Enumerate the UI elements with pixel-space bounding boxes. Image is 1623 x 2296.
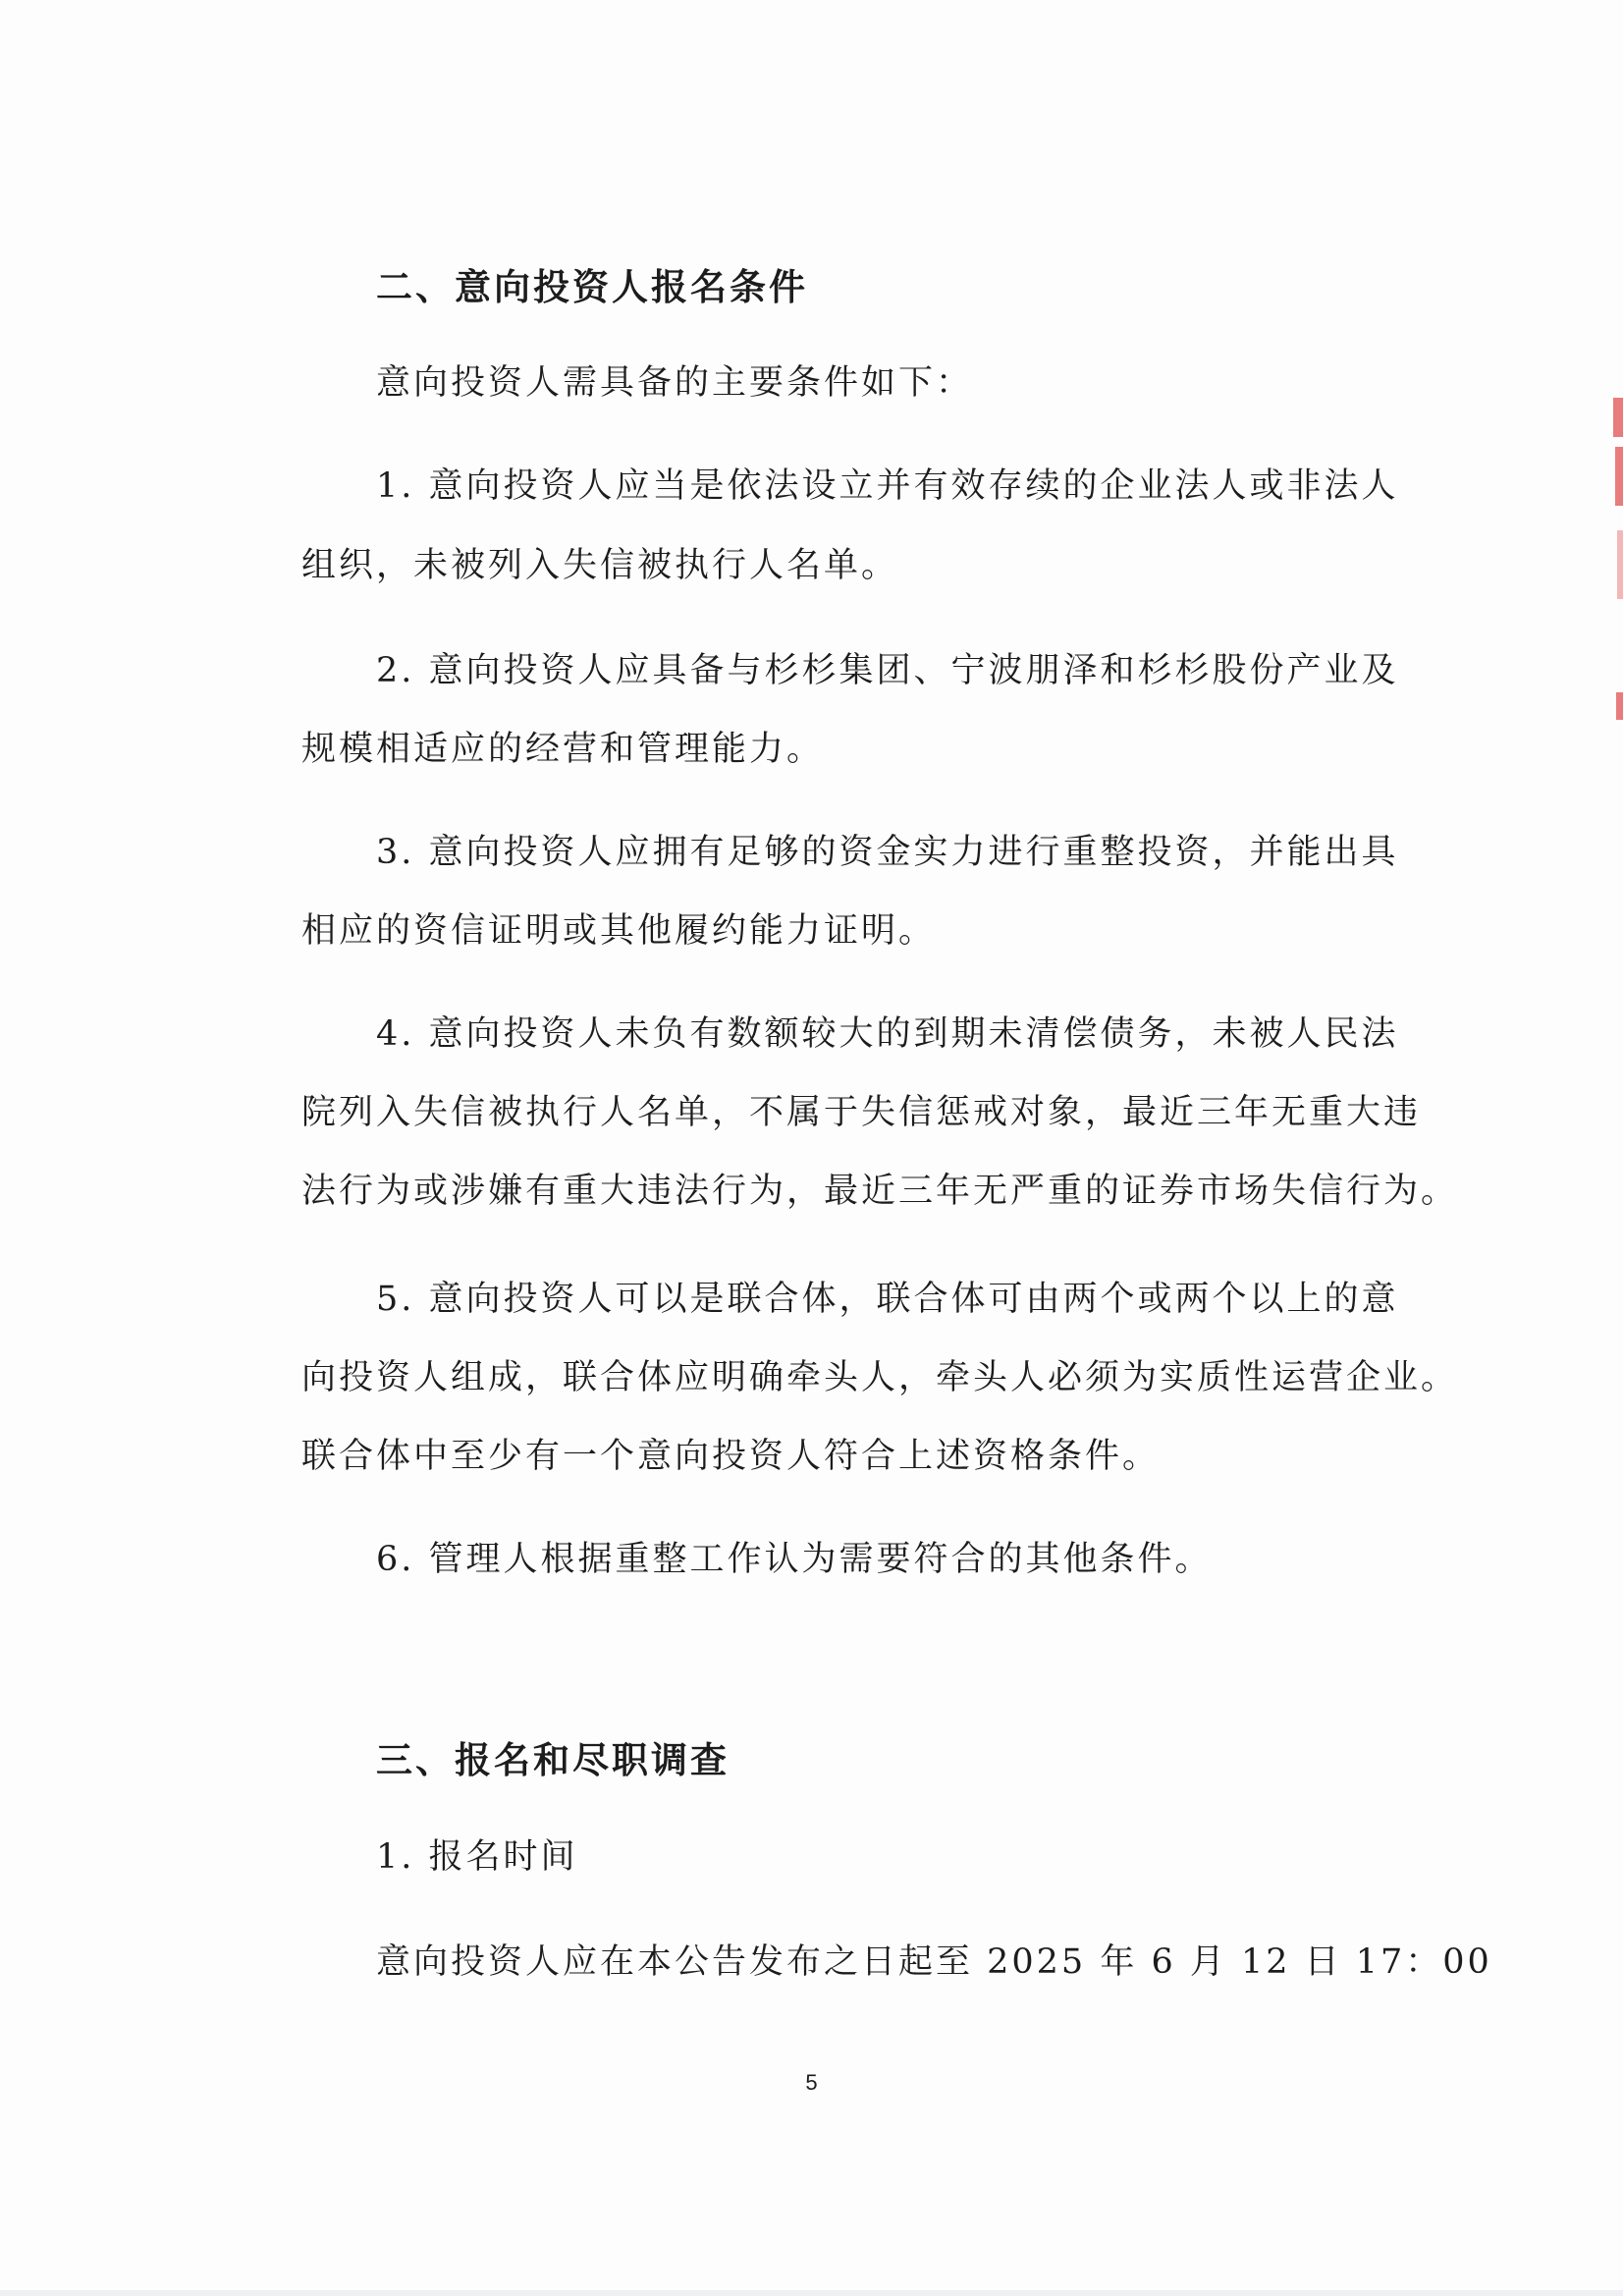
item-5-line-1: 5. 意向投资人可以是联合体，联合体可由两个或两个以上的意	[376, 1280, 1399, 1319]
section-2-heading: 二、意向投资人报名条件	[376, 265, 808, 308]
section-3-sub-1-text: 意向投资人应在本公告发布之日起至 2025 年 6 月 12 日 17：00	[376, 1942, 1492, 1982]
page-number: 5	[805, 2070, 818, 2095]
item-1-line-2: 组织，未被列入失信被执行人名单。	[301, 546, 899, 585]
seal-fragment	[1613, 398, 1623, 437]
item-5-line-3: 联合体中至少有一个意向投资人符合上述资格条件。	[301, 1437, 1161, 1476]
item-4-line-1: 4. 意向投资人未负有数额较大的到期未清偿债务，未被人民法	[376, 1014, 1399, 1054]
item-2-line-2: 规模相适应的经营和管理能力。	[301, 730, 825, 769]
item-3-line-1: 3. 意向投资人应拥有足够的资金实力进行重整投资，并能出具	[376, 833, 1399, 872]
item-5-line-2: 向投资人组成，联合体应明确牵头人，牵头人必须为实质性运营企业。	[301, 1358, 1459, 1397]
section-2-intro: 意向投资人需具备的主要条件如下：	[376, 363, 974, 403]
item-3-line-2: 相应的资信证明或其他履约能力证明。	[301, 911, 937, 951]
seal-fragment	[1617, 530, 1623, 599]
seal-fragment	[1615, 447, 1623, 506]
item-4-line-2: 院列入失信被执行人名单，不属于失信惩戒对象，最近三年无重大违	[301, 1093, 1422, 1132]
seal-fragment	[1616, 692, 1623, 720]
section-3-sub-1: 1. 报名时间	[376, 1837, 578, 1877]
item-1-line-1: 1. 意向投资人应当是依法设立并有效存续的企业法人或非法人	[376, 466, 1399, 506]
item-2-line-1: 2. 意向投资人应具备与杉杉集团、宁波朋泽和杉杉股份产业及	[376, 651, 1399, 690]
section-3-heading: 三、报名和尽职调查	[376, 1738, 730, 1781]
item-4-line-3: 法行为或涉嫌有重大违法行为，最近三年无严重的证券市场失信行为。	[301, 1172, 1459, 1211]
item-6-line-1: 6. 管理人根据重整工作认为需要符合的其他条件。	[376, 1540, 1213, 1579]
scan-edge	[0, 2290, 1623, 2296]
